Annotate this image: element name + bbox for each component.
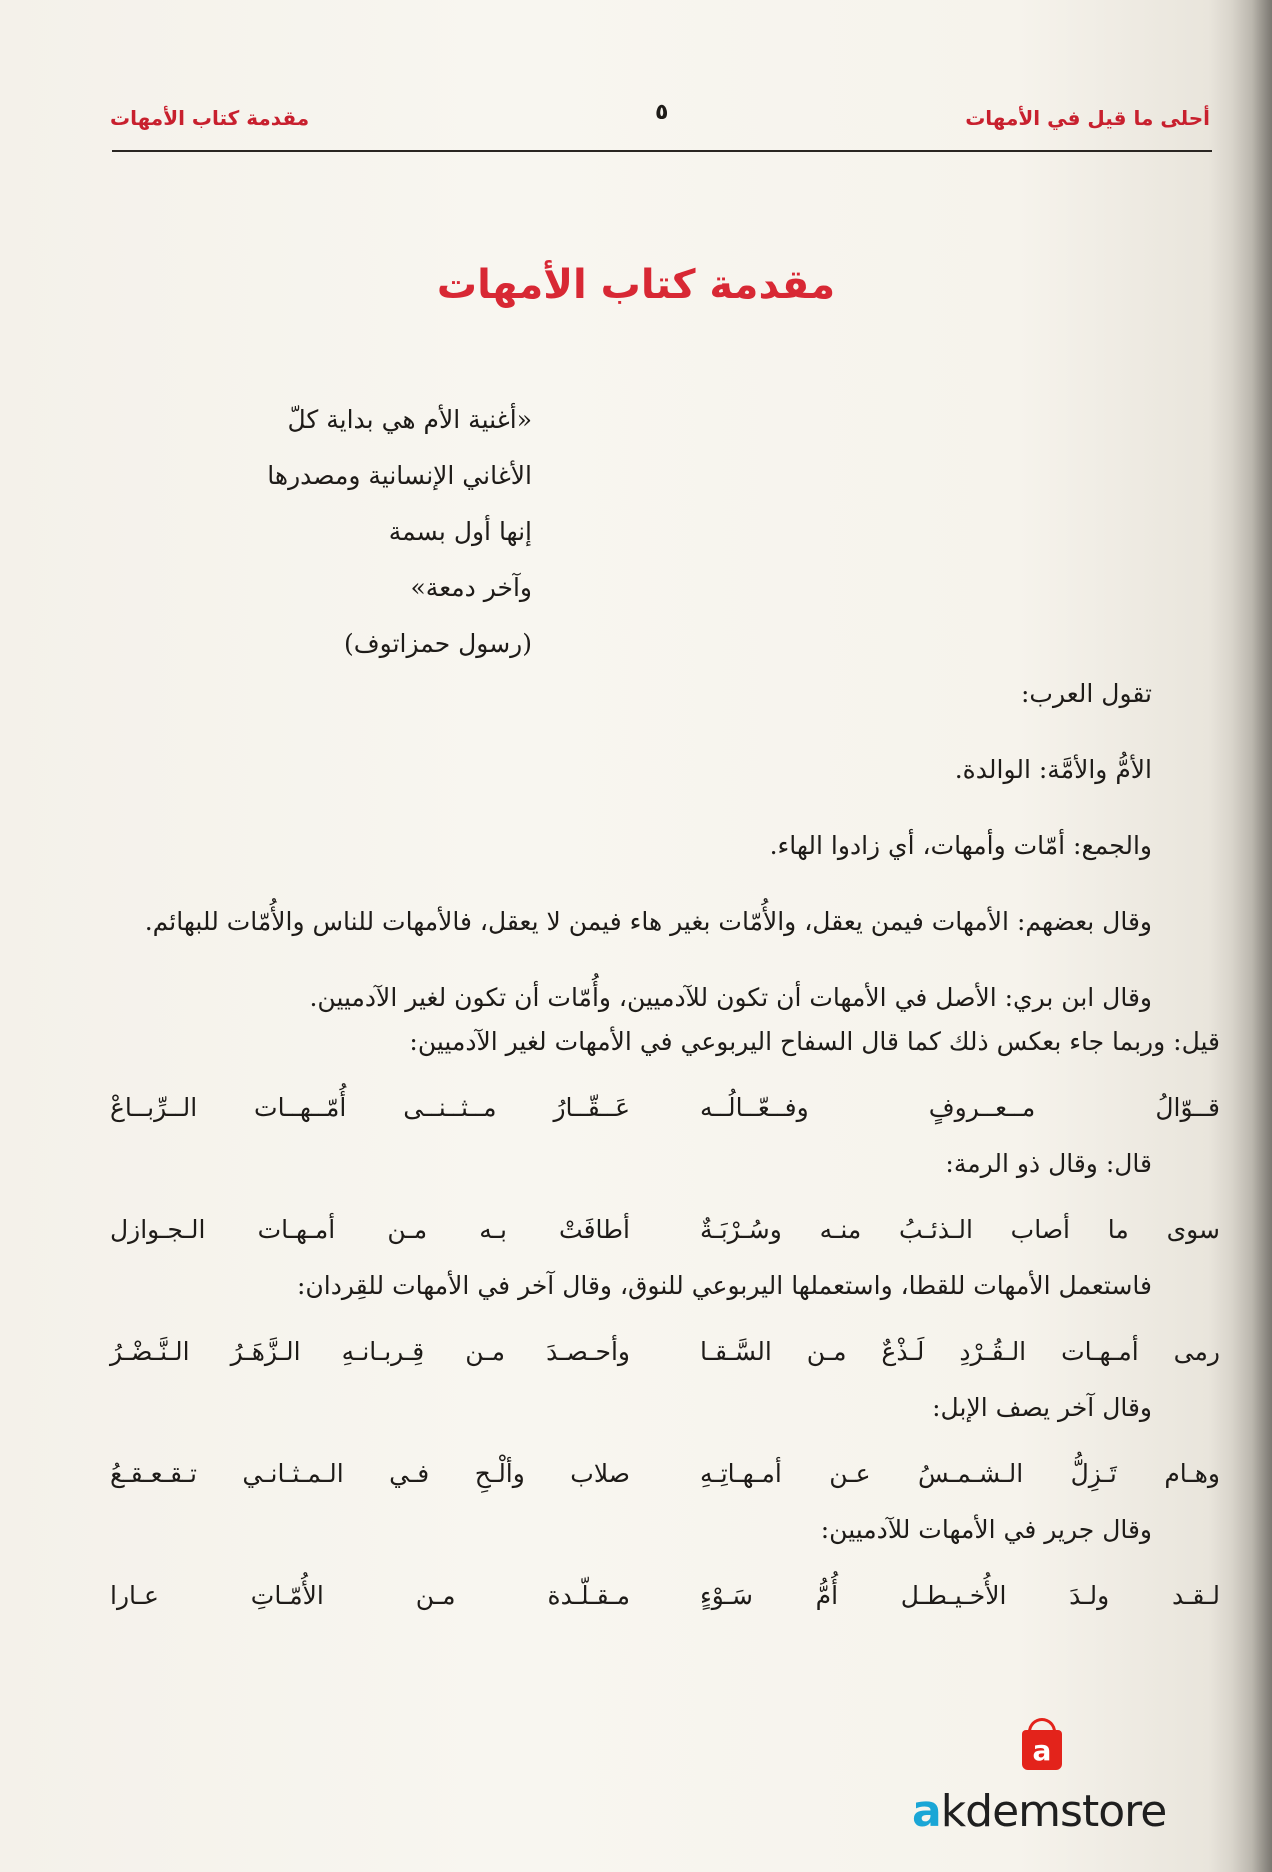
verse-second-hemistich: أطافَتْ بـه مـن أمـهـات الـجـوازل xyxy=(110,1215,630,1244)
verse-line xyxy=(110,1566,1220,1626)
running-header xyxy=(110,96,1210,136)
paragraph: والجمع: أمّات وأمهات، أي زادوا الهاء. xyxy=(769,831,1152,860)
poem-attribution: (رسول حمزاتوف) xyxy=(344,629,532,658)
verse-line xyxy=(110,1078,1220,1138)
paragraph: فاستعمل الأمهات للقطا، واستعملها اليربوعي للنوق، وقال آخر في الأمهات للقِردان: xyxy=(296,1271,1152,1300)
poem-line: إنها أول بسمة xyxy=(388,517,532,546)
verse-first-hemistich: قــوّالُ مــعــروفٍ وفــعّــالُــه xyxy=(700,1093,1220,1122)
paragraph: وقال آخر يصف الإبل: xyxy=(932,1393,1152,1422)
header-book-title: أحلى ما قيل في الأمهات xyxy=(965,106,1210,130)
paragraph: قال: وقال ذو الرمة: xyxy=(945,1149,1152,1178)
poem-line: «أغنية الأم هي بداية كلّ xyxy=(287,405,532,434)
paragraph: قيل: وربما جاء بعكس ذلك كما قال السفاح اليربوعي في الأمهات لغير الآدميين: xyxy=(409,1027,1220,1056)
watermark-brand-rest: kdemstore xyxy=(940,1786,1167,1837)
poem-line: وآخر دمعة» xyxy=(410,573,532,602)
poem-line: الأغاني الإنسانية ومصدرها xyxy=(267,461,532,490)
verse-second-hemistich: عَــقّــارُ مــثــنــى أُمّــهــات الــرِّبــاعْ xyxy=(110,1093,630,1122)
verse-first-hemistich: وهـام تَـزِلُّ الـشـمـسُ عـن أمـهـاتِـهِ xyxy=(700,1459,1220,1488)
paragraph: وقال ابن بري: الأصل في الأمهات أن تكون للآدميين، وأُمّات أن تكون لغير الآدميين. xyxy=(309,983,1152,1012)
verse-second-hemistich: صلاب وألْـحِ فـي الـمـثـانـي تـقـعـقـعُ xyxy=(110,1459,630,1488)
paragraph: الأمُّ والأمَّة: الوالدة. xyxy=(954,755,1152,784)
header-divider xyxy=(112,150,1212,152)
header-section-title: مقدمة كتاب الأمهات xyxy=(110,106,310,130)
verse-first-hemistich: سوى ما أصاب الـذئـبُ منـه وسُـرْبَـةٌ xyxy=(700,1215,1220,1244)
shopping-bag-icon: a xyxy=(1022,1730,1062,1770)
watermark-brand-prefix: a xyxy=(912,1786,941,1837)
epigraph-poem xyxy=(112,392,532,672)
verse-line xyxy=(110,1200,1220,1260)
watermark-brand xyxy=(912,1786,1166,1837)
verse-line xyxy=(110,1322,1220,1382)
verse-second-hemistich: وأحـصـدَ مـن قِـربـانـهِ الـزَّهَـرُ الـنَّـضْـرُ xyxy=(110,1337,630,1366)
paragraph: تقول العرب: xyxy=(1020,679,1152,708)
store-watermark xyxy=(912,1730,1212,1850)
verse-line xyxy=(110,1444,1220,1504)
page-number: ٥ xyxy=(655,100,669,125)
body-text xyxy=(110,672,1220,1626)
paragraph: وقال بعضهم: الأمهات فيمن يعقل، والأُمّات بغير هاء فيمن لا يعقل، فالأمهات للناس والأُمّات للبهائم. xyxy=(144,907,1152,936)
verse-second-hemistich: مـقـلّـدة مـن الأُمّـاتِ عـارا xyxy=(110,1581,630,1610)
paragraph: وقال جرير في الأمهات للآدميين: xyxy=(820,1515,1152,1544)
chapter-title: مقدمة كتاب الأمهات xyxy=(436,262,836,308)
verse-first-hemistich: لـقـد ولـدَ الأُخـيـطـل أُمُّ سَـوْءٍ xyxy=(700,1581,1220,1610)
verse-first-hemistich: رمى أمـهـات الـقُـرْدِ لَـذْعٌ مـن السَّـقـا xyxy=(700,1337,1220,1366)
